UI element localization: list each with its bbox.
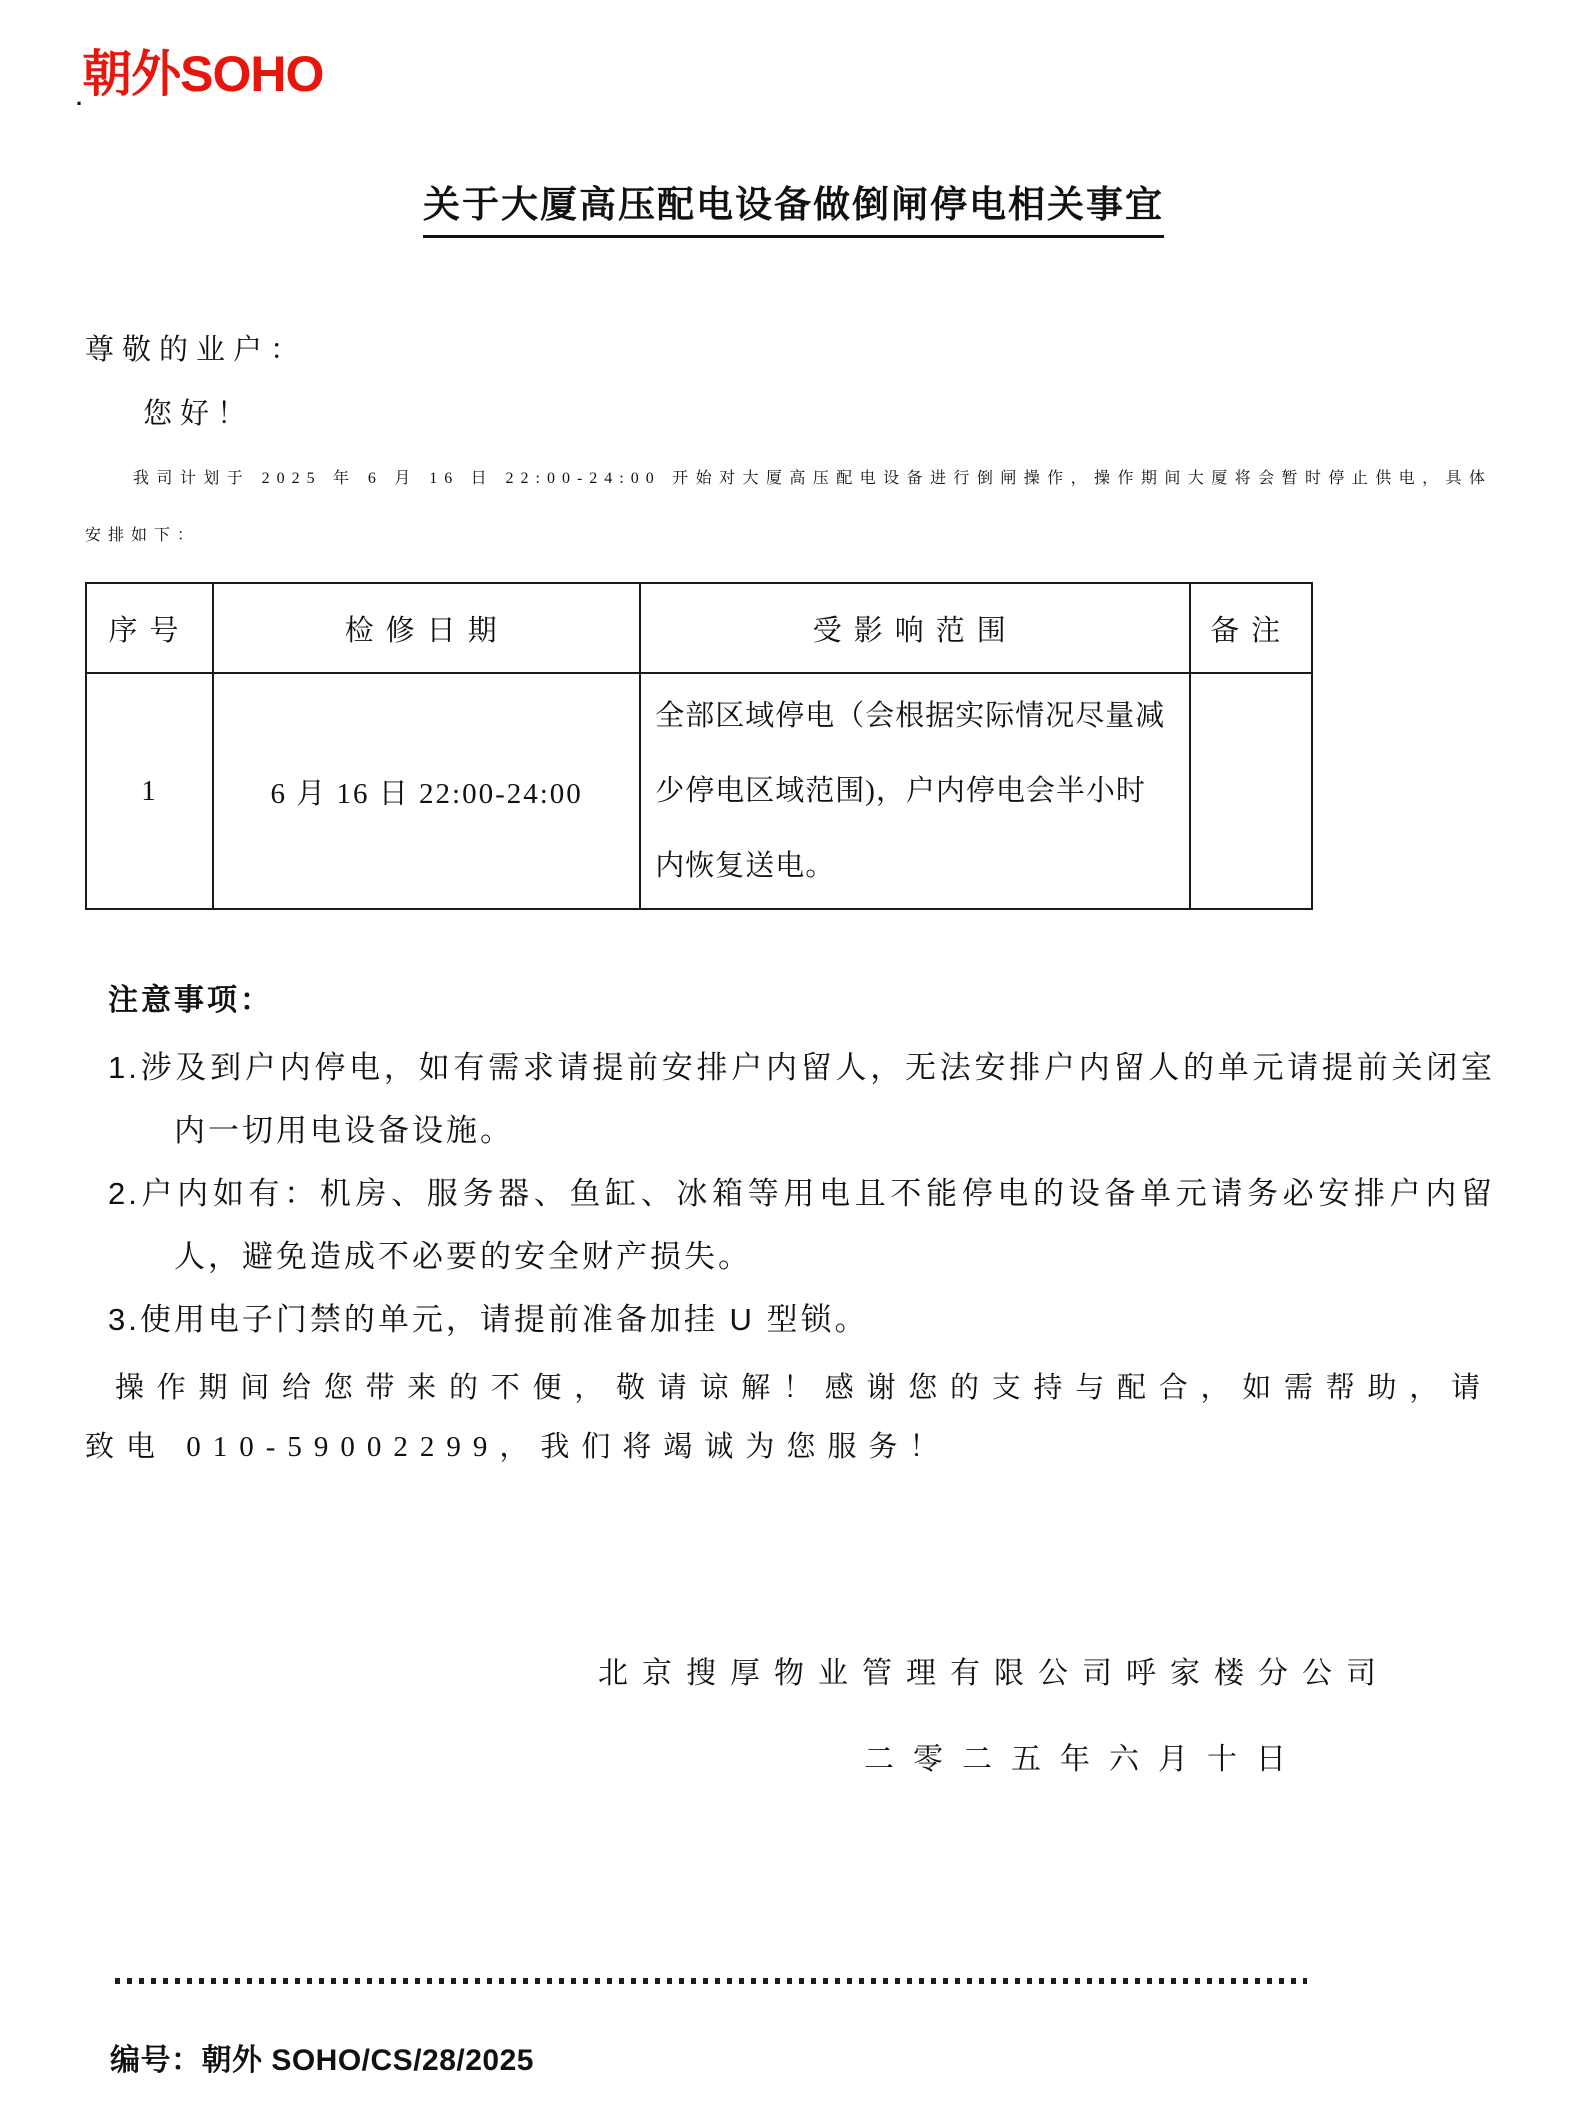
- closing-paragraph: 操作期间给您带来的不便，敬请谅解！感谢您的支持与配合，如需帮助，请致电 010-59002299，我们将竭诚为您服务！: [85, 1372, 1492, 1464]
- table-header-cell: 检修日期: [213, 583, 640, 673]
- note-item: 3.使用电子门禁的单元，请提前准备加挂 U 型锁。: [108, 1302, 869, 1338]
- page-title: 关于大厦高压配电设备做倒闸停电相关事宜: [423, 184, 1164, 238]
- company-logo-text: 朝外SOHO: [82, 46, 324, 102]
- table-header: [86, 583, 1312, 673]
- signature-date: 二零二五年六月十日: [864, 1743, 1305, 1777]
- signature-company: 北京搜厚物业管理有限公司呼家楼分公司: [598, 1657, 1390, 1691]
- table-row: [86, 673, 1312, 909]
- outage-schedule-table: [85, 582, 1313, 910]
- table-header-cell: 备注: [1190, 583, 1312, 673]
- table-body: [86, 673, 1312, 909]
- salutation-line: 您好！: [143, 398, 255, 431]
- company-logo: [76, 42, 1587, 130]
- notes-list: [108, 1036, 1495, 1351]
- title-row: [0, 184, 1587, 238]
- logo-stray-dot: .: [76, 85, 82, 110]
- table-header-row: [86, 583, 1312, 673]
- table-header-cell: 序号: [86, 583, 213, 673]
- doc-number: 编号：朝外 SOHO/CS/28/2025: [110, 2044, 534, 2078]
- table-cell: [1190, 673, 1312, 909]
- table-cell: 6 月 16 日 22:00-24:00: [213, 673, 640, 909]
- table-cell: 1: [86, 673, 213, 909]
- notes-heading: 注意事项：: [108, 984, 273, 1018]
- greeting-line: 尊敬的业户：: [85, 334, 308, 367]
- table-cell: 全部区域停电（会根据实际情况尽量减少停电区域范围)，户内停电会半小时内恢复送电。: [640, 673, 1190, 909]
- table-header-cell: 受影响范围: [640, 583, 1190, 673]
- dotted-divider: [115, 1978, 1307, 1984]
- note-item: 2.户内如有：机房、服务器、鱼缸、冰箱等用电且不能停电的设备单元请务必安排户内留人，避免造成不必要的安全财产损失。: [108, 1176, 1495, 1275]
- note-item: 1.涉及到户内停电，如有需求请提前安排户内留人，无法安排户内留人的单元请提前关闭室内一切用电设备设施。: [108, 1050, 1495, 1149]
- intro-paragraph: 我司计划于 2025 年 6 月 16 日 22:00-24:00 开始对大厦高压配电设备进行倒闸操作，操作期间大厦将会暂时停止供电，具体安排如下：: [85, 470, 1492, 545]
